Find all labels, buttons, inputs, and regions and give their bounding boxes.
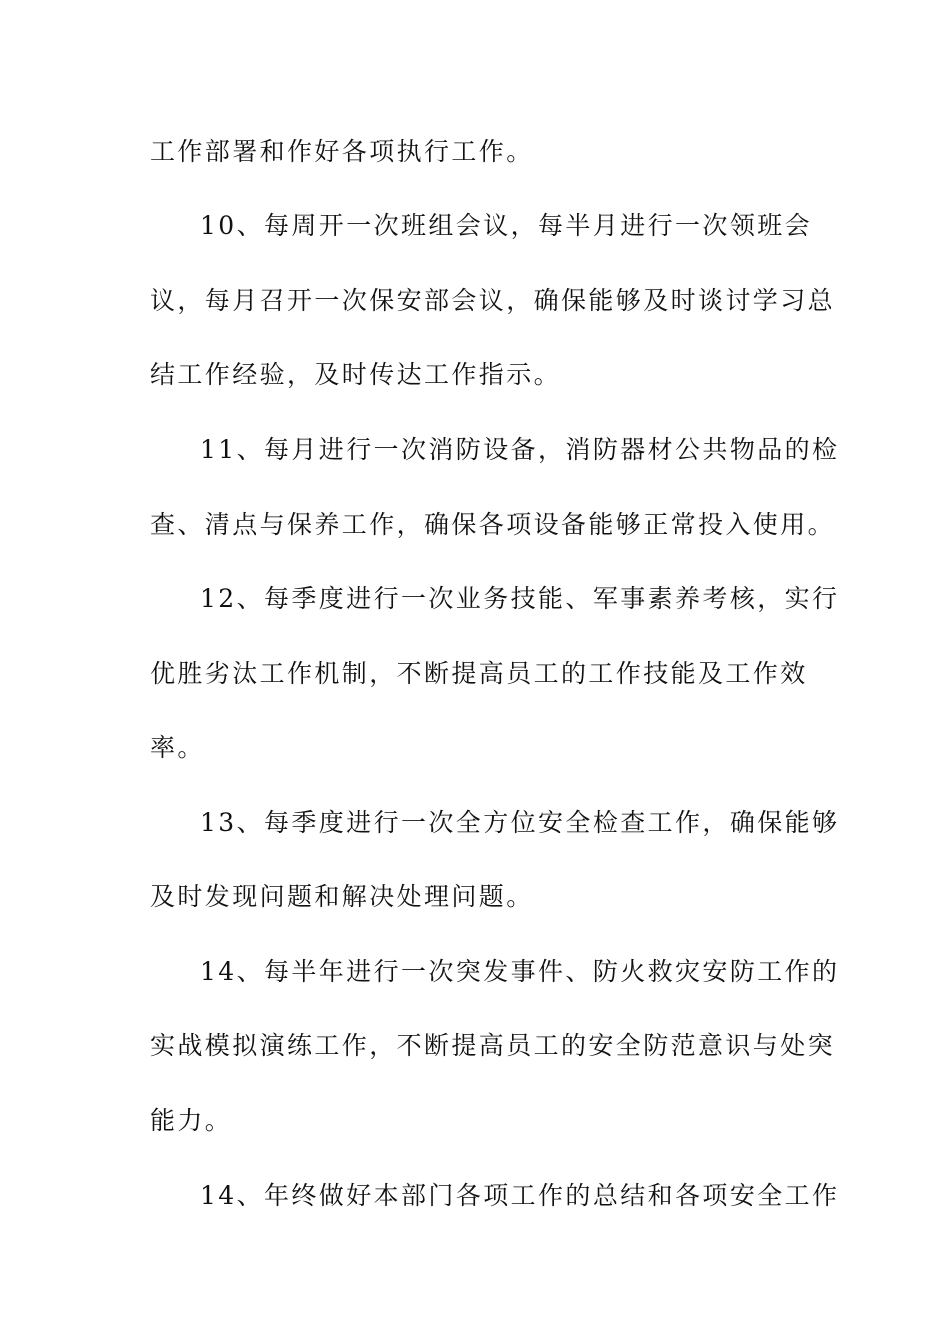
text-line: 13、每季度进行一次全方位安全检查工作，确保能够 bbox=[200, 808, 840, 837]
text-line: 议，每月召开一次保安部会议，确保能够及时谈讨学习总 bbox=[150, 286, 836, 315]
text-line: 14、每半年进行一次突发事件、防火救灾安防工作的 bbox=[200, 957, 840, 986]
text-line: 10、每周开一次班组会议，每半月进行一次领班会 bbox=[200, 211, 813, 240]
text-line: 能力。 bbox=[150, 1106, 233, 1135]
text-line: 14、年终做好本部门各项工作的总结和各项安全工作 bbox=[200, 1181, 840, 1210]
text-line: 实战模拟演练工作，不断提高员工的安全防范意识与处突 bbox=[150, 1031, 836, 1060]
text-line: 工作部署和作好各项执行工作。 bbox=[150, 137, 534, 166]
text-line: 11、每月进行一次消防设备，消防器材公共物品的检 bbox=[200, 435, 840, 464]
text-line: 优胜劣汰工作机制，不断提高员工的工作技能及工作效 bbox=[150, 659, 808, 688]
text-line: 12、每季度进行一次业务技能、军事素养考核，实行 bbox=[200, 584, 840, 613]
text-line: 结工作经验，及时传达工作指示。 bbox=[150, 360, 562, 389]
text-line: 查、清点与保养工作，确保各项设备能够正常投入使用。 bbox=[150, 510, 836, 539]
text-line: 率。 bbox=[150, 733, 205, 762]
text-line: 及时发现问题和解决处理问题。 bbox=[150, 882, 534, 911]
